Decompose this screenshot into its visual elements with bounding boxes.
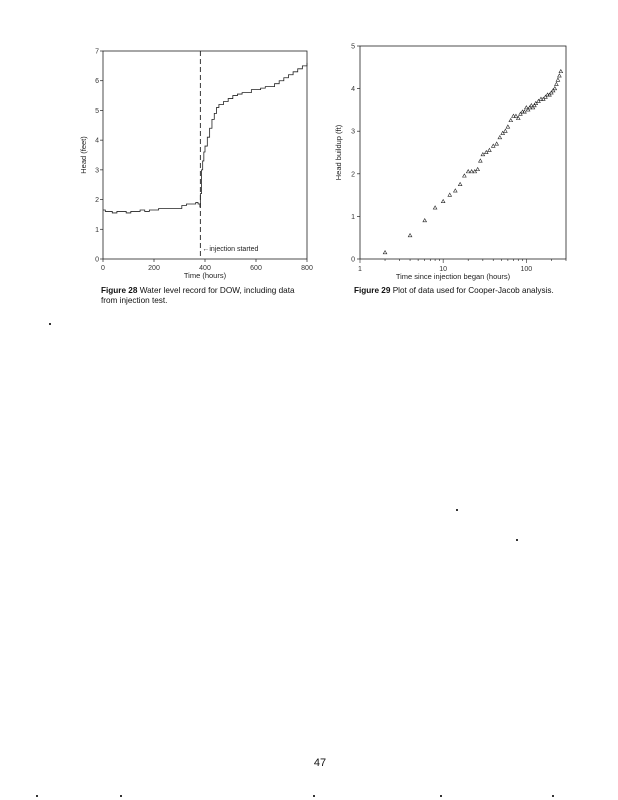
data-point (484, 151, 488, 154)
x-tick-label: 1 (358, 266, 362, 273)
figure29-caption-label: Figure 29 (354, 286, 391, 295)
data-point (506, 125, 510, 128)
data-point (470, 170, 474, 173)
data-point (441, 199, 445, 202)
x-tick-label: 10 (439, 266, 448, 273)
data-point (495, 142, 499, 145)
data-point (479, 159, 483, 162)
y-tick-label: 5 (351, 43, 355, 51)
data-point (488, 148, 492, 151)
data-point (448, 193, 452, 196)
data-point (458, 182, 462, 185)
y-tick-label: 1 (95, 226, 99, 234)
data-point (498, 136, 502, 139)
data-point (481, 153, 485, 156)
data-point (559, 70, 563, 73)
y-tick-label: 3 (351, 128, 355, 136)
y-axis-label: Head (feet) (79, 136, 88, 174)
scan-speck (313, 795, 315, 797)
figure28-caption-label: Figure 28 (101, 286, 138, 295)
x-tick-label: 100 (520, 266, 533, 273)
data-point (558, 74, 562, 77)
x-tick-label: 0 (101, 265, 105, 272)
x-axis-label: Time (hours) (183, 271, 227, 280)
data-point (433, 206, 437, 209)
x-tick-label: 200 (148, 265, 160, 272)
scan-speck (49, 323, 51, 325)
series-line (103, 63, 307, 213)
y-tick-label: 3 (95, 167, 99, 175)
data-point (383, 251, 387, 254)
scan-speck (120, 795, 122, 797)
figure29-caption-text: Plot of data used for Cooper-Jacob analysis. (392, 286, 554, 295)
x-tick-label: 800 (301, 265, 313, 272)
y-tick-label: 0 (95, 256, 99, 264)
y-tick-label: 4 (95, 137, 99, 145)
plot-frame (360, 46, 566, 259)
y-tick-label: 4 (351, 86, 355, 94)
y-tick-label: 0 (351, 256, 355, 264)
data-point (463, 174, 467, 177)
data-point (476, 168, 480, 171)
x-axis-label: Time since injection began (hours) (395, 272, 511, 281)
y-tick-label: 5 (95, 107, 99, 115)
data-point (519, 112, 523, 115)
data-point (553, 87, 557, 90)
figure29-caption (354, 286, 564, 296)
data-point (466, 170, 470, 173)
y-tick-label: 1 (351, 213, 355, 221)
page-number: 47 (313, 757, 327, 769)
injection-annotation: ←injection started (202, 246, 259, 253)
data-point (423, 219, 427, 222)
data-point (544, 95, 548, 98)
data-point (556, 78, 560, 81)
chart-water-level-record (79, 49, 313, 281)
y-tick-label: 6 (95, 78, 99, 86)
scan-speck (516, 539, 518, 541)
data-point (555, 82, 559, 85)
x-tick-label: 400 (199, 265, 211, 272)
data-point (454, 189, 458, 192)
figure28-caption (101, 286, 311, 306)
scan-speck (440, 795, 442, 797)
data-point (491, 144, 495, 147)
scan-speck (456, 509, 458, 511)
y-axis-label: Head buildup (ft) (334, 124, 343, 181)
scan-speck (552, 795, 554, 797)
data-point (504, 129, 508, 132)
scan-speck (36, 795, 38, 797)
data-point (516, 116, 520, 119)
chart-cooper-jacob (334, 44, 566, 282)
figure28-caption-text: Water level record for DOW, including data from injection test. (101, 286, 295, 305)
y-tick-label: 2 (95, 197, 99, 205)
data-point (509, 119, 513, 122)
x-tick-label: 600 (250, 265, 262, 272)
y-tick-label: 7 (95, 48, 99, 56)
data-point (408, 234, 412, 237)
plot-frame (103, 51, 307, 259)
y-tick-label: 2 (351, 171, 355, 179)
